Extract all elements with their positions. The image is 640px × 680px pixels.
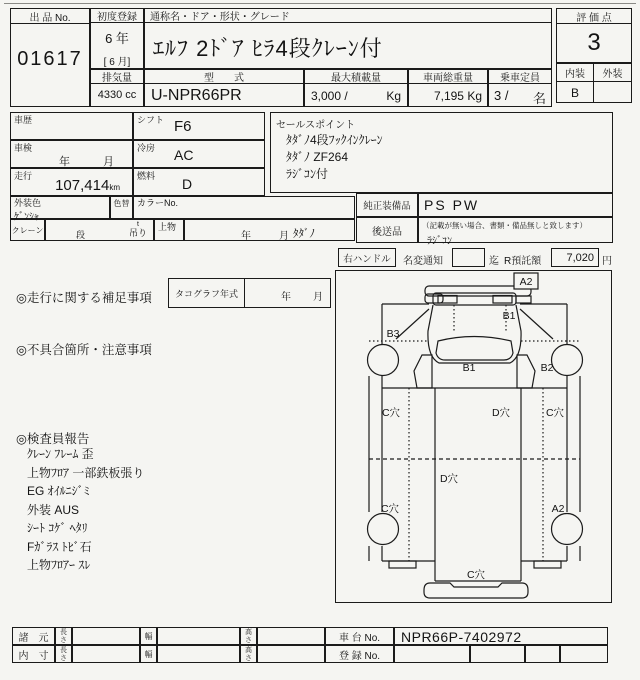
damage-code-b2: B2 xyxy=(540,362,554,374)
damage-code-b3: B3 xyxy=(386,328,400,340)
payload-unit: Kg xyxy=(386,89,401,103)
inspection-label: 車検 xyxy=(14,143,33,153)
crane-label: クレーン xyxy=(11,225,44,235)
mud-flap-right xyxy=(534,561,561,568)
length-label: 長さ xyxy=(60,629,67,644)
model-code-value: U-NPR66PR xyxy=(151,87,242,104)
displacement-cell xyxy=(90,69,144,107)
score-value: 3 xyxy=(587,29,601,56)
fuel-label: 燃料 xyxy=(137,171,156,181)
gvw-value: 7,195 Kg xyxy=(433,89,482,103)
truck-top-view-diagram xyxy=(336,271,611,602)
color-no-cell xyxy=(133,196,355,219)
inner-width-label-cell xyxy=(140,645,157,663)
spec-height-value-cell xyxy=(257,627,325,645)
mirror-arm-left xyxy=(396,309,429,339)
damage-code-c-hole-right: C穴 xyxy=(545,407,565,419)
mileage-note-heading: ◎走行に関する補足事項 xyxy=(16,291,152,305)
cab-roof-vent-right xyxy=(493,296,512,304)
mirror-arm-right xyxy=(520,309,553,339)
rear-bumper xyxy=(424,583,528,598)
first-registration-month: [ 6 月] xyxy=(103,57,131,68)
oem-equipment-value: PS PW xyxy=(424,197,480,213)
vehicle-name-cell xyxy=(144,8,552,69)
body-color-label: 外装色 xyxy=(14,198,42,208)
yen-label: 円 xyxy=(602,256,612,267)
cab-roof-vent-left xyxy=(438,296,457,304)
inspector-report-item: 外装 AUS xyxy=(27,502,80,517)
tachograph-month: 月 xyxy=(313,292,323,303)
spec-width-value-cell xyxy=(157,627,240,645)
ac-label: 冷房 xyxy=(137,143,156,153)
tachograph-box xyxy=(168,278,331,308)
damage-code-c-hole-rear-left: C穴 xyxy=(380,503,400,515)
capacity-unit: 名 xyxy=(532,91,546,106)
later-items-label: 後送品 xyxy=(372,226,402,238)
registration-value-cell-4 xyxy=(560,645,608,663)
inner-length-value-cell xyxy=(72,645,140,663)
damage-code-a2-rear: A2 xyxy=(551,503,565,515)
color-change-label: 色替 xyxy=(113,199,130,208)
name-change-label: 名変通知 xyxy=(403,256,443,267)
history-label: 車歴 xyxy=(14,115,33,125)
body-color-cell xyxy=(10,196,110,223)
sales-point-line: ﾗｼﾞｺﾝ付 xyxy=(286,167,329,181)
inspector-report-item: ｼｰﾄ ｺｹﾞ ﾍﾀﾘ xyxy=(27,521,88,535)
inspector-report-list xyxy=(27,445,144,575)
shift-cell xyxy=(133,112,265,140)
shift-value: F6 xyxy=(174,118,192,135)
inspection-year: 年 xyxy=(59,156,70,168)
body-header-cell xyxy=(154,219,184,241)
model-code-cell xyxy=(144,69,304,107)
inspector-report-item: 上物ﾌﾛｱｰ ｽﾚ xyxy=(27,558,91,572)
ac-value: AC xyxy=(174,147,194,163)
spec-length-label-cell xyxy=(55,627,72,645)
inner-height-label-cell xyxy=(240,645,257,663)
damage-code-d-hole-upper: D穴 xyxy=(491,407,511,419)
chassis-value-cell xyxy=(394,627,608,645)
crane-lift-label: 吊り xyxy=(128,228,147,238)
displacement-value: 4330 cc xyxy=(97,89,137,101)
crane-ton-label: t xyxy=(137,221,139,228)
oem-equipment-label: 純正装備品 xyxy=(363,201,411,212)
lot-number-value: 01617 xyxy=(17,47,83,70)
inner-width-value-cell xyxy=(157,645,240,663)
lot-number-label: 出 品 No. xyxy=(11,9,89,24)
payload-value: 3,000 / xyxy=(311,89,348,103)
score-cell xyxy=(556,8,632,63)
front-wheel-right xyxy=(552,345,583,376)
deposit-value: 7,020 xyxy=(566,252,594,264)
inspector-report-item: ｸﾚｰﾝ ﾌﾚｰﾑ 歪 xyxy=(27,447,94,461)
body-maker: ﾀﾀﾞﾉ xyxy=(293,228,315,240)
spec-width-label-cell xyxy=(140,627,157,645)
deposit-box xyxy=(551,248,599,267)
inner-length-label-cell xyxy=(55,645,72,663)
height-label: 高さ xyxy=(245,647,252,662)
sales-points-label: セールスポイント xyxy=(276,120,356,131)
windshield-glass xyxy=(436,337,513,361)
defect-heading: ◎不具合箇所・注意事項 xyxy=(16,343,152,357)
capacity-label: 乗車定員 xyxy=(489,70,551,84)
gvw-cell xyxy=(408,69,488,107)
shift-label: シフト xyxy=(137,115,165,125)
registration-value-cell-2 xyxy=(470,645,525,663)
chassis-label-cell xyxy=(325,627,394,645)
body-month: 月 xyxy=(279,231,289,242)
spec-length-value-cell xyxy=(72,627,140,645)
until-label: 迄 xyxy=(489,256,499,267)
rear-wheel-left xyxy=(368,514,399,545)
inspector-report-item: Fｶﾞﾗｽ ﾄﾋﾞ石 xyxy=(27,539,92,554)
damage-code-b1-front: B1 xyxy=(462,362,476,374)
fuel-value: D xyxy=(182,176,193,192)
inspector-report-item: 上物ﾌﾛｱ 一部鉄板張り xyxy=(27,465,145,480)
oem-value-cell xyxy=(418,193,613,217)
capacity-cell xyxy=(488,69,552,107)
body-color-value: ｹﾞﾝｼｬ xyxy=(14,212,39,223)
later-value-cell xyxy=(418,217,613,247)
model-code-label: 型 式 xyxy=(145,70,303,84)
mud-flap-left xyxy=(389,561,416,568)
body-year: 年 xyxy=(241,231,251,242)
door-panel-left xyxy=(414,355,432,388)
first-registration-year: 6 年 xyxy=(105,31,129,46)
vehicle-name-header: 通称名・ドア・形状・グレード xyxy=(145,9,551,23)
front-wheel-left xyxy=(368,345,399,376)
chassis-number: NPR66P-7402972 xyxy=(401,629,522,645)
damage-code-d-hole-lower: D穴 xyxy=(439,473,459,485)
displacement-label: 排気量 xyxy=(91,70,143,84)
length-label: 長さ xyxy=(60,647,67,662)
interior-label: 内装 xyxy=(557,64,594,81)
later-label-cell xyxy=(356,217,418,243)
exterior-label: 外装 xyxy=(602,69,623,80)
crane-boom-base xyxy=(516,296,531,303)
inspector-report-item: EG ｵｲﾙﾆｼﾞﾐ xyxy=(27,484,90,498)
interior-grade: B xyxy=(557,82,594,103)
color-change-cell xyxy=(110,196,133,219)
grade-cell xyxy=(556,63,632,103)
mileage-label: 走行 xyxy=(14,171,33,181)
crane-stage-cell xyxy=(45,219,154,241)
gvw-label: 車両総重量 xyxy=(409,70,487,84)
inspection-cell xyxy=(10,140,133,168)
lot-number-cell xyxy=(10,8,90,107)
door-panel-right xyxy=(517,355,535,388)
history-cell xyxy=(10,112,133,140)
oem-label-cell xyxy=(356,193,418,217)
paper-edge xyxy=(4,3,636,4)
spec-height-label-cell xyxy=(240,627,257,645)
damage-code-c-hole-left: C穴 xyxy=(381,407,401,419)
spec-row-label: 諸 元 xyxy=(18,632,49,644)
spec-row-label-cell xyxy=(12,627,55,645)
mileage-cell xyxy=(10,168,133,196)
damage-diagram-frame xyxy=(335,270,612,603)
inspection-month: 月 xyxy=(103,156,114,168)
registration-label-cell xyxy=(325,645,394,663)
mileage-value: 107,414 xyxy=(55,177,110,194)
body-label: 上物 xyxy=(158,222,177,232)
inner-height-value-cell xyxy=(257,645,325,663)
color-no-label: カラーNo. xyxy=(137,198,179,208)
inspector-report-heading: ◎検査員報告 xyxy=(16,432,90,446)
registration-value-cell-3 xyxy=(525,645,560,663)
score-label: 評 価 点 xyxy=(557,9,631,24)
first-registration-cell xyxy=(90,8,144,69)
registration-label: 登 録 No. xyxy=(338,650,381,662)
tachograph-label: タコグラフ年式 xyxy=(169,279,245,307)
registration-value-cell-1 xyxy=(394,645,470,663)
sales-point-line: ﾀﾀﾞﾉ ZF264 xyxy=(286,150,349,164)
exterior-grade xyxy=(594,82,631,103)
later-items-value: ﾗｼﾞｺﾝ xyxy=(427,236,452,247)
name-change-input-box xyxy=(452,248,485,267)
width-label: 幅 xyxy=(144,631,153,641)
mileage-unit: km xyxy=(109,183,120,192)
fuel-cell xyxy=(133,168,265,196)
damage-code-c-hole-bottom: C穴 xyxy=(466,569,486,581)
width-label: 幅 xyxy=(144,649,153,659)
later-items-note: （記載が無い場合、書類・備品無しと致します） xyxy=(422,221,587,230)
payload-label: 最大積載量 xyxy=(305,70,407,84)
inner-dim-row-label: 内 寸 xyxy=(18,650,49,662)
sales-point-line: ﾀﾀﾞﾉ4段ﾌｯｸｲﾝｸﾚｰﾝ xyxy=(286,133,383,147)
payload-cell xyxy=(304,69,408,107)
capacity-value: 3 / xyxy=(494,88,509,103)
ac-cell xyxy=(133,140,265,168)
damage-code-a2-boom: A2 xyxy=(519,276,533,288)
chassis-label: 車 台 No. xyxy=(338,632,381,644)
inner-dim-row-label-cell xyxy=(12,645,55,663)
crane-stage-label: 段 xyxy=(76,230,86,240)
sales-points-box xyxy=(270,112,613,193)
height-label: 高さ xyxy=(245,629,252,644)
vehicle-title: ｴﾙﾌ 2ﾄﾞｱ ﾋﾗ4段ｸﾚｰﾝ付 xyxy=(153,36,383,61)
deposit-label: R預託額 xyxy=(504,256,542,267)
body-value-cell xyxy=(184,219,355,241)
first-registration-label: 初度登録 xyxy=(91,9,143,23)
damage-code-b1-cab: B1 xyxy=(502,310,516,322)
rhd-label: 右ハンドル xyxy=(343,253,391,265)
rear-wheel-right xyxy=(552,514,583,545)
rhd-box xyxy=(338,248,396,267)
tachograph-year: 年 xyxy=(281,292,291,303)
crane-cell xyxy=(10,219,45,241)
